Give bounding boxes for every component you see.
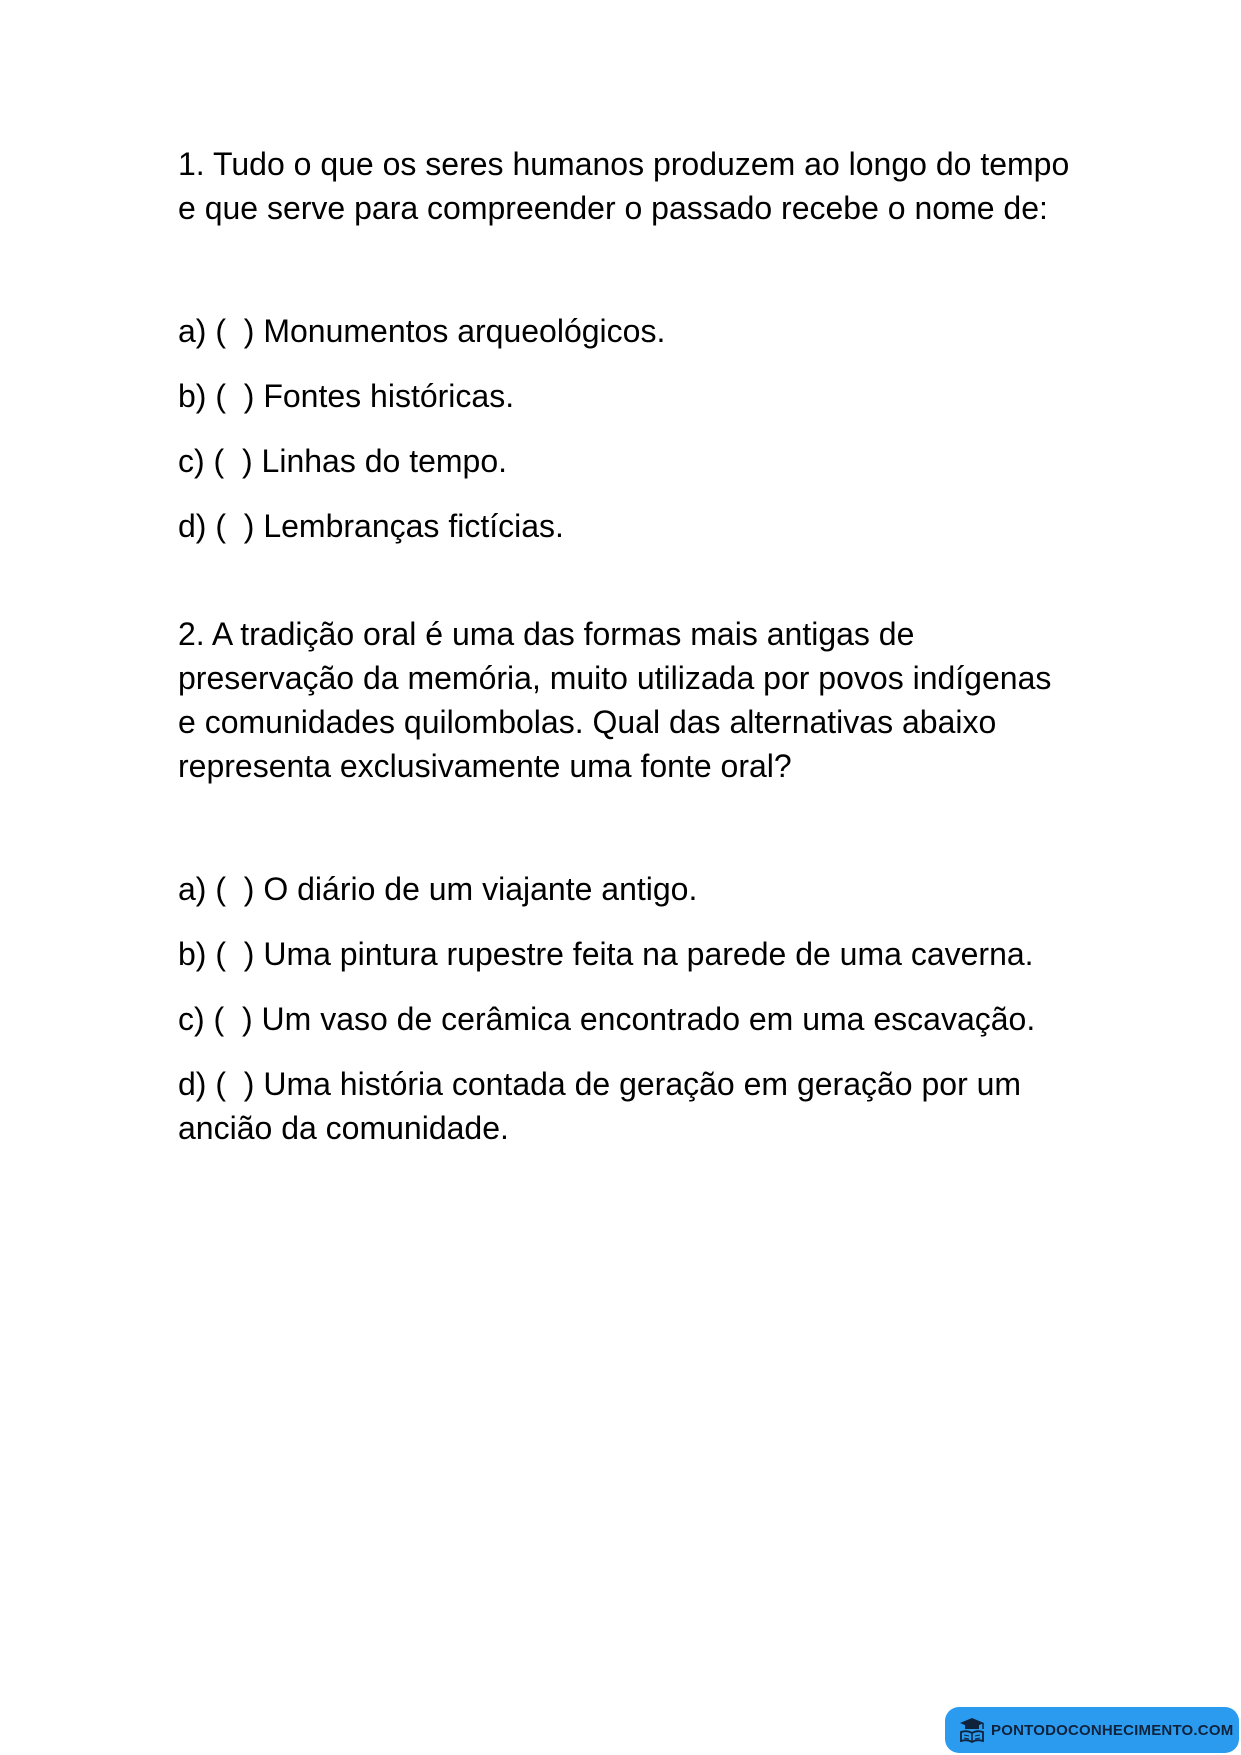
option-label: Lembranças fictícias.: [263, 508, 564, 544]
question-2-text: 2. A tradição oral é uma das formas mais antigas de preservação da memória, muito utilizada por povos indígenas e comunidades quilombolas. Qual das alternativas abaixo representa exclusivamente uma fonte oral?: [178, 616, 1052, 784]
option-checkbox[interactable]: ( ): [213, 1001, 253, 1037]
option-label: Linhas do tempo.: [261, 443, 508, 479]
option-letter: d): [178, 1066, 207, 1102]
question-1-option-a[interactable]: [178, 309, 1078, 353]
question-1-options: [178, 309, 1078, 548]
option-checkbox[interactable]: ( ): [215, 313, 255, 349]
brand-badge[interactable]: [945, 1707, 1239, 1753]
option-checkbox[interactable]: ( ): [215, 508, 255, 544]
question-1: [178, 142, 1078, 548]
question-2-option-d[interactable]: [178, 1062, 1078, 1150]
option-letter: c): [178, 443, 205, 479]
question-1-option-d[interactable]: [178, 504, 1078, 548]
option-label: Fontes históricas.: [263, 378, 515, 414]
option-label: Uma história contada de geração em geração por um ancião da comunidade.: [178, 1066, 1030, 1146]
graduation-book-icon: [957, 1715, 987, 1745]
question-2-option-a[interactable]: [178, 867, 1078, 911]
option-letter: a): [178, 871, 207, 907]
option-label: Um vaso de cerâmica encontrado em uma escavação.: [261, 1001, 1036, 1037]
question-2-option-b[interactable]: [178, 932, 1078, 976]
option-label: Uma pintura rupestre feita na parede de uma caverna.: [263, 936, 1034, 972]
option-checkbox[interactable]: ( ): [215, 378, 255, 414]
question-1-option-b[interactable]: [178, 374, 1078, 418]
question-2-option-c[interactable]: [178, 997, 1078, 1041]
brand-name: PONTODOCONHECIMENTO.COM: [991, 1721, 1234, 1739]
option-letter: b): [178, 378, 207, 414]
option-checkbox[interactable]: ( ): [215, 871, 255, 907]
option-checkbox[interactable]: ( ): [215, 1066, 255, 1102]
question-2: [178, 612, 1078, 1150]
question-1-option-c[interactable]: [178, 439, 1078, 483]
option-letter: b): [178, 936, 207, 972]
worksheet: [178, 142, 1078, 1171]
option-letter: a): [178, 313, 207, 349]
option-label: O diário de um viajante antigo.: [263, 871, 698, 907]
option-label: Monumentos arqueológicos.: [263, 313, 666, 349]
option-checkbox[interactable]: ( ): [215, 936, 255, 972]
option-checkbox[interactable]: ( ): [213, 443, 253, 479]
question-1-text: 1. Tudo o que os seres humanos produzem ao longo do tempo e que serve para compreender o passado recebe o nome de:: [178, 146, 1070, 226]
question-2-options: [178, 867, 1078, 1150]
option-letter: d): [178, 508, 207, 544]
option-letter: c): [178, 1001, 205, 1037]
